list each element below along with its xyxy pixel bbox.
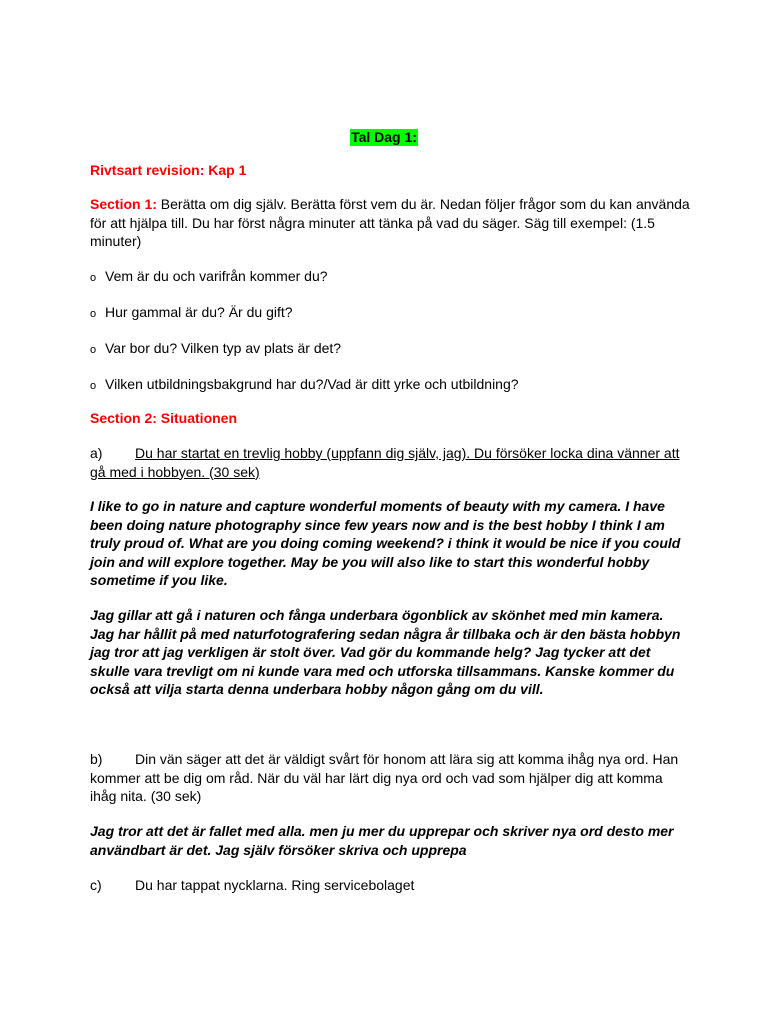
section1-label: Section 1: — [90, 196, 157, 212]
bullet-icon: o — [90, 380, 97, 392]
bullet-icon: o — [90, 344, 97, 356]
list-item — [90, 375, 690, 396]
answer-a-english: I like to go in nature and capture wonderful moments of beauty with my camera. I have been doing nature photography since few years now and is the best hobby I think I am truly proud of. What are you doing coming weekend? i think it would be nice if you could join and will explore together. May be you will also like to start this wonderful hobby sometime if you like. — [90, 498, 681, 588]
list-item — [90, 339, 690, 360]
section1-text: Berätta om dig själv. Berätta först vem du är. Nedan följer frågor som du kan använda för att hjälpa till. Du har först några minuter att tänka på vad du säger. Säg till exempel: (1.5 minuter) — [90, 196, 690, 249]
task-c-text: Du har tappat nycklarna. Ring servicebolaget — [135, 877, 415, 893]
document-subtitle: Rivtsart revision: Kap 1 — [90, 162, 247, 178]
answer-a-swedish: Jag gillar att gå i naturen och fånga underbara ögonblick av skönhet med min kamera. Jag har hållit på med naturfotografering sedan några år tillbaka och är den bästa hobbyn jag tror att jag verkligen är stolt över. Vad gör du kommande helg? Jag tycker att det skulle vara trevligt om ni kunde vara med och utforska tillsammans. Kanske kommer du också att vilja starta denna underbara hobby någon gång om du vill. — [90, 607, 681, 697]
question-text: Var bor du? Vilken typ av plats är det? — [105, 340, 342, 356]
question-text: Vem är du och varifrån kommer du? — [105, 268, 328, 284]
task-c-paragraph — [90, 876, 690, 895]
task-a-text: Du har startat en trevlig hobby (uppfann dig själv, jag). Du försöker locka dina vänner att gå med i hobbyen. (30 sek) — [90, 445, 680, 480]
title-line — [0, 128, 768, 147]
task-b-paragraph — [90, 750, 690, 806]
task-a-letter: a) — [90, 445, 103, 461]
task-a-paragraph — [90, 444, 690, 481]
task-b-text: Din vän säger att det är väldigt svårt för honom att lära sig att komma ihåg nya ord. Han kommer att be dig om råd. När du väl har lärt dig nya ord och vad som hjälper dig att komma ihåg nita. (30 sek) — [90, 751, 679, 804]
list-item — [90, 303, 690, 324]
answer-b-swedish: Jag tror att det är fallet med alla. men ju mer du upprepar och skriver nya ord desto mer användbart är det. Jag själv försöker skriva och upprepa — [90, 823, 674, 858]
list-item — [90, 267, 690, 288]
section1-paragraph — [90, 195, 690, 251]
section2-heading: Section 2: Situationen — [90, 410, 238, 426]
task-b-letter: b) — [90, 751, 103, 767]
question-text: Vilken utbildningsbakgrund har du?/Vad är ditt yrke och utbildning? — [105, 376, 519, 392]
question-text: Hur gammal är du? Är du gift? — [105, 304, 293, 320]
document-title: Tal Dag 1: — [351, 129, 417, 145]
task-c-letter: c) — [90, 877, 102, 893]
bullet-icon: o — [90, 272, 97, 284]
bullet-icon: o — [90, 308, 97, 320]
